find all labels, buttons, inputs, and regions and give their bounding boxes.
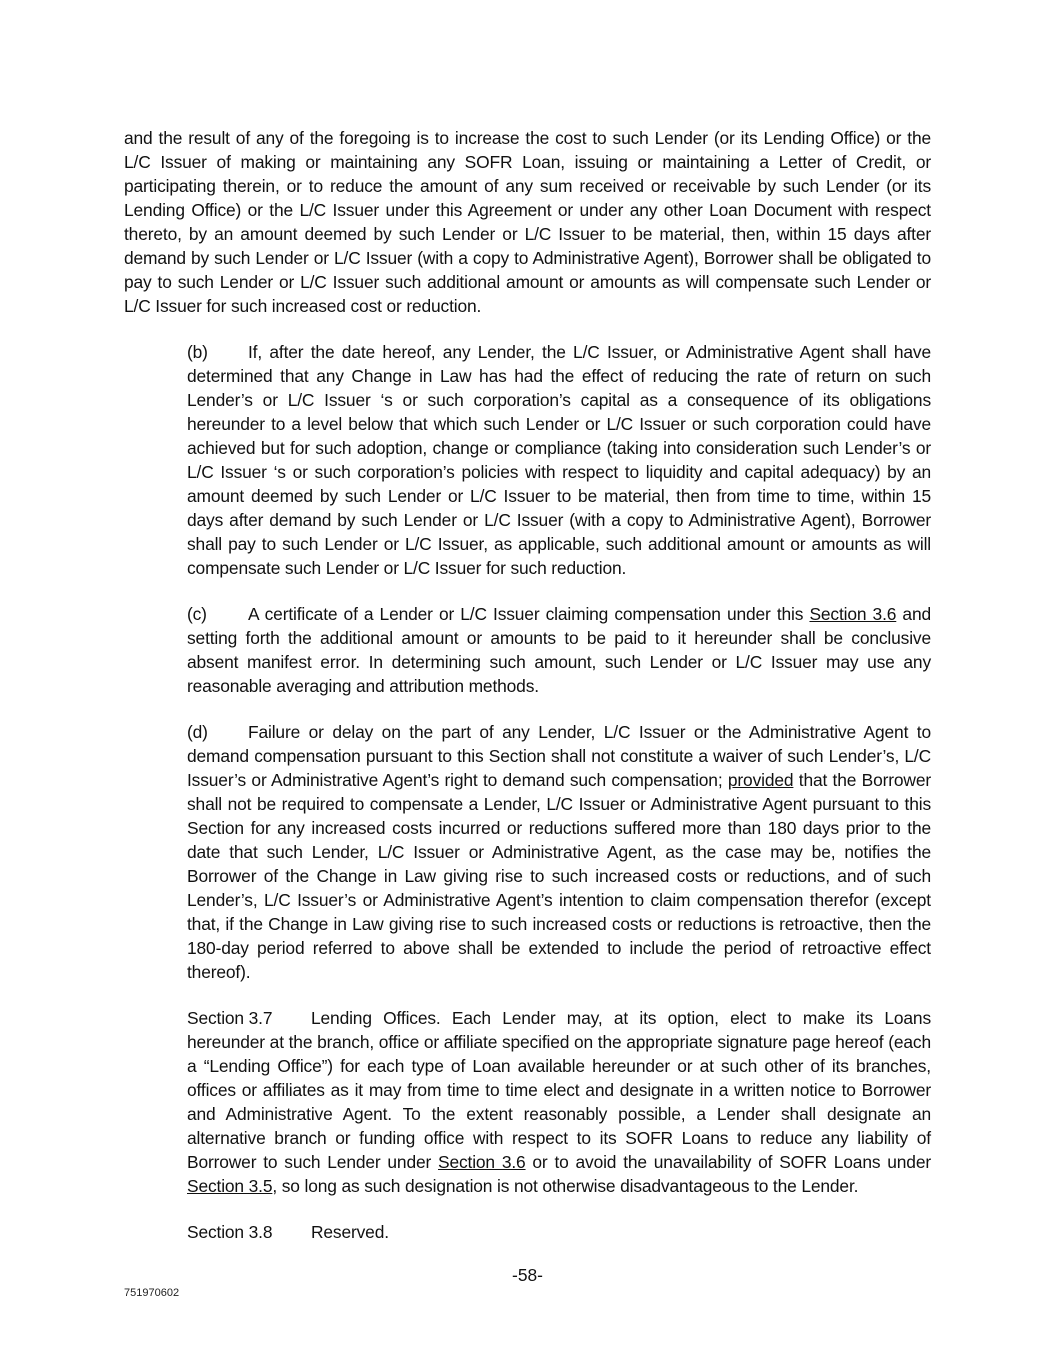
paragraph-b-label: (b) bbox=[187, 342, 208, 362]
page-number: -58- bbox=[512, 1265, 543, 1285]
document-id: 751970602 bbox=[124, 1287, 180, 1299]
paragraph-d-label: (d) bbox=[187, 722, 208, 742]
paragraph-c-label: (c) bbox=[187, 604, 207, 624]
section-3-7-text-3: , so long as such designation is not otherwise disadvantageous to the Lender. bbox=[272, 1176, 859, 1196]
provided-term: provided bbox=[727, 770, 794, 790]
paragraph-d-text-1: Failure or delay on the part of any Lender, L/C Issuer or the Administrative Agent to demand compensation pursuant to this Section shall not constitute a waiver of such Lender’s, L/C Issuer’s or Administrative Agent’s right to demand such compensation; bbox=[187, 722, 931, 790]
section-3-7 bbox=[124, 1006, 931, 1198]
section-3-7-text-1: Lending Offices. Each Lender may, at its option, elect to make its Loans hereunder at the branch, office or affiliate specified on the appropriate signature page hereof (each a “Lending Office”) for each type of Loan available hereunder or at such other of its branches, offices or affiliates as it may from time to time elect and designate in a written notice to Borrower and Administrative Agent. To the extent reasonably possible, a Lender shall designate an alternative branch or funding office with respect to its SOFR Loans to reduce any liability of Borrower to such Lender under bbox=[187, 1008, 931, 1172]
paragraph-a-continued bbox=[124, 126, 931, 318]
section-3-6-reference: Section 3.6 bbox=[438, 1152, 526, 1172]
section-3-7-text-2: or to avoid the unavailability of SOFR Loans under bbox=[525, 1152, 931, 1172]
section-3-8 bbox=[124, 1220, 931, 1244]
paragraph-c-text-2: and setting forth the additional amount or amounts to be paid to it hereunder shall be conclusive absent manifest error. In determining such amount, such Lender or L/C Issuer may use any reasonable averaging and attribution methods. bbox=[187, 604, 931, 696]
paragraph-b bbox=[124, 340, 931, 580]
section-3-8-text: Reserved. bbox=[311, 1222, 389, 1242]
section-3-8-number: Section 3.8 bbox=[187, 1222, 273, 1242]
paragraph-d bbox=[124, 720, 931, 984]
section-3-7-number: Section 3.7 bbox=[187, 1008, 273, 1028]
paragraph-c bbox=[124, 602, 931, 698]
paragraph-c-text-1: A certificate of a Lender or L/C Issuer claiming compensation under this bbox=[248, 604, 810, 624]
paragraph-a-text: and the result of any of the foregoing is to increase the cost to such Lender (or its Lending Office) or the L/C Issuer of making or maintaining any SOFR Loan, issuing or maintaining a Letter of Credit, or participating therein, or to reduce the amount of any sum received or receivable by such Lender (or its Lending Office) or the L/C Issuer under this Agreement or under any other Loan Document with respect thereto, by an amount deemed by such Lender or L/C Issuer to be material, then, within 15 days after demand by such Lender or L/C Issuer (with a copy to Administrative Agent), Borrower shall be obligated to pay to such Lender or L/C Issuer such additional amount or amounts as will compensate such Lender or L/C Issuer for such increased cost or reduction. bbox=[124, 128, 931, 316]
document-body bbox=[124, 126, 931, 1266]
section-3-5-reference: Section 3.5 bbox=[187, 1176, 273, 1196]
section-3-6-reference: Section 3.6 bbox=[809, 604, 897, 624]
paragraph-d-text-2: that the Borrower shall not be required to compensate a Lender, L/C Issuer or Administrative Agent pursuant to this Section for any increased costs incurred or reductions suffered more than 180 days prior to the date that such Lender, L/C Issuer or Administrative Agent, as the case may be, notifies the Borrower of the Change in Law giving rise to such increased costs or reductions, and of such Lender’s, L/C Issuer’s or Administrative Agent’s intention to claim compensation therefor (except that, if the Change in Law giving rise to such increased costs or reductions is retroactive, then the 180-day period referred to above shall be extended to include the period of retroactive effect thereof). bbox=[187, 770, 931, 982]
paragraph-b-text: If, after the date hereof, any Lender, the L/C Issuer, or Administrative Agent shall have determined that any Change in Law has had the effect of reducing the rate of return on such Lender’s or L/C Issuer ‘s or such corporation’s capital as a consequence of its obligations hereunder to a level below that which such Lender or L/C Issuer or such corporation could have achieved but for such adoption, change or compliance (taking into consideration such Lender’s or L/C Issuer ‘s or such corporation’s policies with respect to liquidity and capital adequacy) by an amount deemed by such Lender or L/C Issuer to be material, then from time to time, within 15 days after demand by such Lender or L/C Issuer (with a copy to Administrative Agent), Borrower shall pay to such Lender or L/C Issuer, as applicable, such additional amount or amounts as will compensate such Lender or L/C Issuer for such reduction. bbox=[187, 342, 931, 578]
